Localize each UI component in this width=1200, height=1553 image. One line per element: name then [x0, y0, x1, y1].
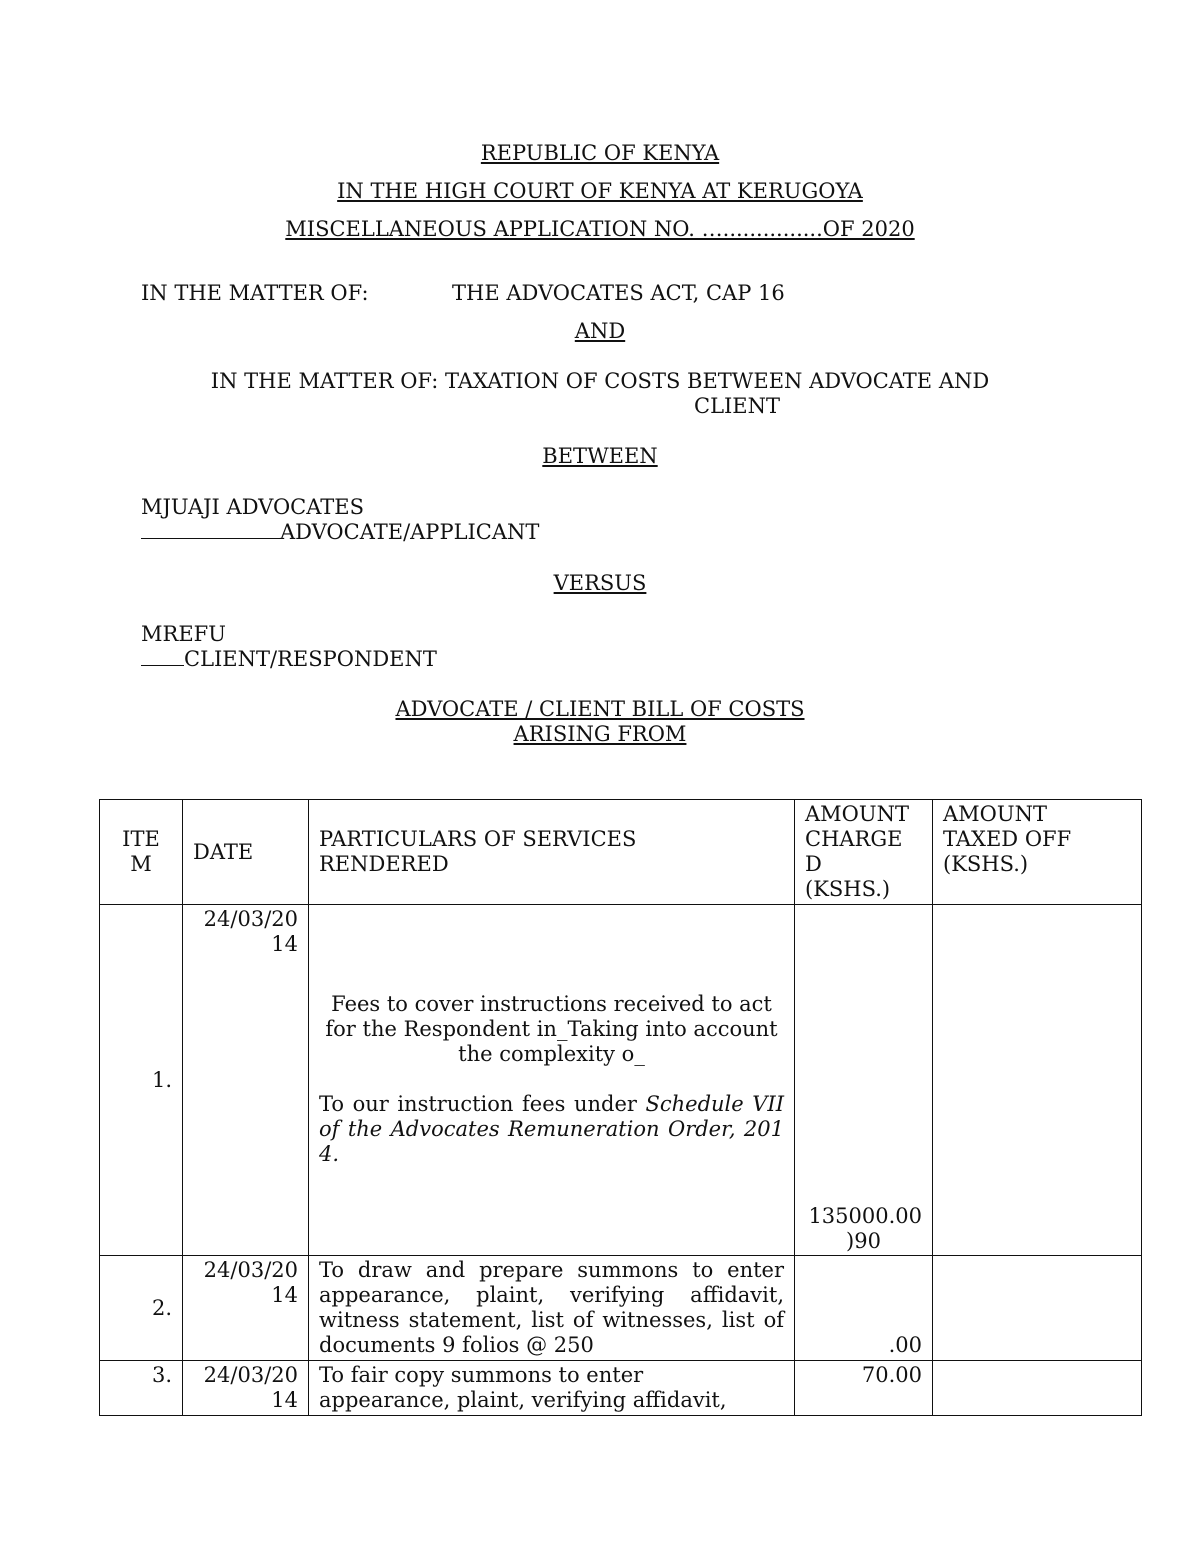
row-date: [183, 1256, 309, 1361]
row-particulars: [309, 905, 795, 1256]
header-amount-taxed: [933, 800, 1142, 905]
matter-taxation-line2: CLIENT: [694, 394, 781, 418]
particulars-schedule-plain: To our instruction fees under: [319, 1092, 646, 1116]
header-taxed-line: TAXED OFF: [943, 827, 1072, 851]
row-date-line: 24/03/20: [203, 907, 298, 931]
particulars-fees-text: Fees to cover instructions received to act for the Respondent in_Taking into account the complexity o_: [325, 992, 778, 1066]
row-date: [183, 905, 309, 1256]
header-item-line: ITE: [122, 827, 160, 851]
row-particulars-line: appearance, plaint, verifying affidavit,: [319, 1388, 727, 1412]
between-heading: BETWEEN: [542, 444, 658, 468]
table-header-row: [100, 800, 1142, 905]
applicant-name: MJUAJI ADVOCATES: [141, 495, 364, 519]
matter-label: IN THE MATTER OF:: [141, 281, 369, 305]
header-charged-line: D: [805, 852, 822, 876]
bill-subtitle: ARISING FROM: [513, 722, 687, 746]
heading-republic: REPUBLIC OF KENYA: [480, 141, 720, 165]
signature-blank: [141, 661, 184, 666]
particulars-schedule-italic: Schedule VII of the Advocates Remuneration Order, 201 4.: [319, 1092, 784, 1166]
header-date: DATE: [183, 800, 309, 905]
respondent-name: MREFU: [141, 622, 226, 646]
row-date-line: 24/03/20: [203, 1363, 298, 1387]
row-amount-line: 135000.00: [808, 1204, 922, 1228]
row-date-line: 14: [271, 1388, 298, 1412]
header-taxed-line: AMOUNT: [943, 802, 1047, 826]
matter-act: THE ADVOCATES ACT, CAP 16: [452, 281, 785, 305]
header-charged-line: (KSHS.): [805, 877, 891, 901]
bill-title: ADVOCATE / CLIENT BILL OF COSTS: [395, 697, 805, 721]
signature-blank: [141, 534, 280, 539]
row-item: 1.: [100, 905, 183, 1256]
row-date-line: 14: [271, 932, 298, 956]
respondent-role-line: [141, 647, 437, 672]
header-particulars-line: RENDERED: [319, 852, 449, 876]
heading-application-no: MISCELLANEOUS APPLICATION NO. …...............OF 2020: [285, 217, 915, 241]
header-item-line: M: [130, 852, 152, 876]
and-heading: AND: [574, 319, 626, 343]
table-row: [100, 1256, 1142, 1361]
row-amount-taxed: [933, 1361, 1142, 1416]
heading-court: IN THE HIGH COURT OF KENYA AT KERUGOYA: [337, 179, 863, 203]
respondent-role: CLIENT/RESPONDENT: [184, 647, 437, 671]
particulars-schedule-text: [319, 1092, 784, 1167]
header-particulars-line: PARTICULARS OF SERVICES: [319, 827, 637, 851]
row-amount-charged: [795, 905, 933, 1256]
row-amount-taxed: [933, 1256, 1142, 1361]
bill-of-costs-table: [99, 799, 1142, 1416]
row-amount-charged: 70.00: [795, 1361, 933, 1416]
header-charged-line: AMOUNT: [805, 802, 909, 826]
applicant-role-line: [141, 520, 539, 545]
header-charged-line: CHARGE: [805, 827, 903, 851]
applicant-role: ADVOCATE/APPLICANT: [280, 520, 540, 544]
row-particulars-line: To fair copy summons to enter: [319, 1363, 644, 1387]
row-item: 2.: [100, 1256, 183, 1361]
row-particulars: [309, 1361, 795, 1416]
header-taxed-line: (KSHS.): [943, 852, 1029, 876]
header-item: [100, 800, 183, 905]
row-date-line: 14: [271, 1283, 298, 1307]
matter-taxation-line1: IN THE MATTER OF: TAXATION OF COSTS BETWEEN ADVOCATE AND: [210, 369, 990, 393]
row-date-line: 24/03/20: [203, 1258, 298, 1282]
header-particulars: [309, 800, 795, 905]
row-particulars: To draw and prepare summons to enter appearance, plaint, verifying affidavit, witness statement, list of witnesses, list of documents 9 folios @ 250: [309, 1256, 795, 1361]
table-row: [100, 1361, 1142, 1416]
versus-heading: VERSUS: [553, 571, 647, 595]
row-date: [183, 1361, 309, 1416]
row-amount-charged: .00: [795, 1256, 933, 1361]
header-amount-charged: [795, 800, 933, 905]
row-amount-line: )90: [846, 1229, 881, 1253]
row-amount-taxed: [933, 905, 1142, 1256]
row-item: 3.: [100, 1361, 183, 1416]
table-row: [100, 905, 1142, 1256]
